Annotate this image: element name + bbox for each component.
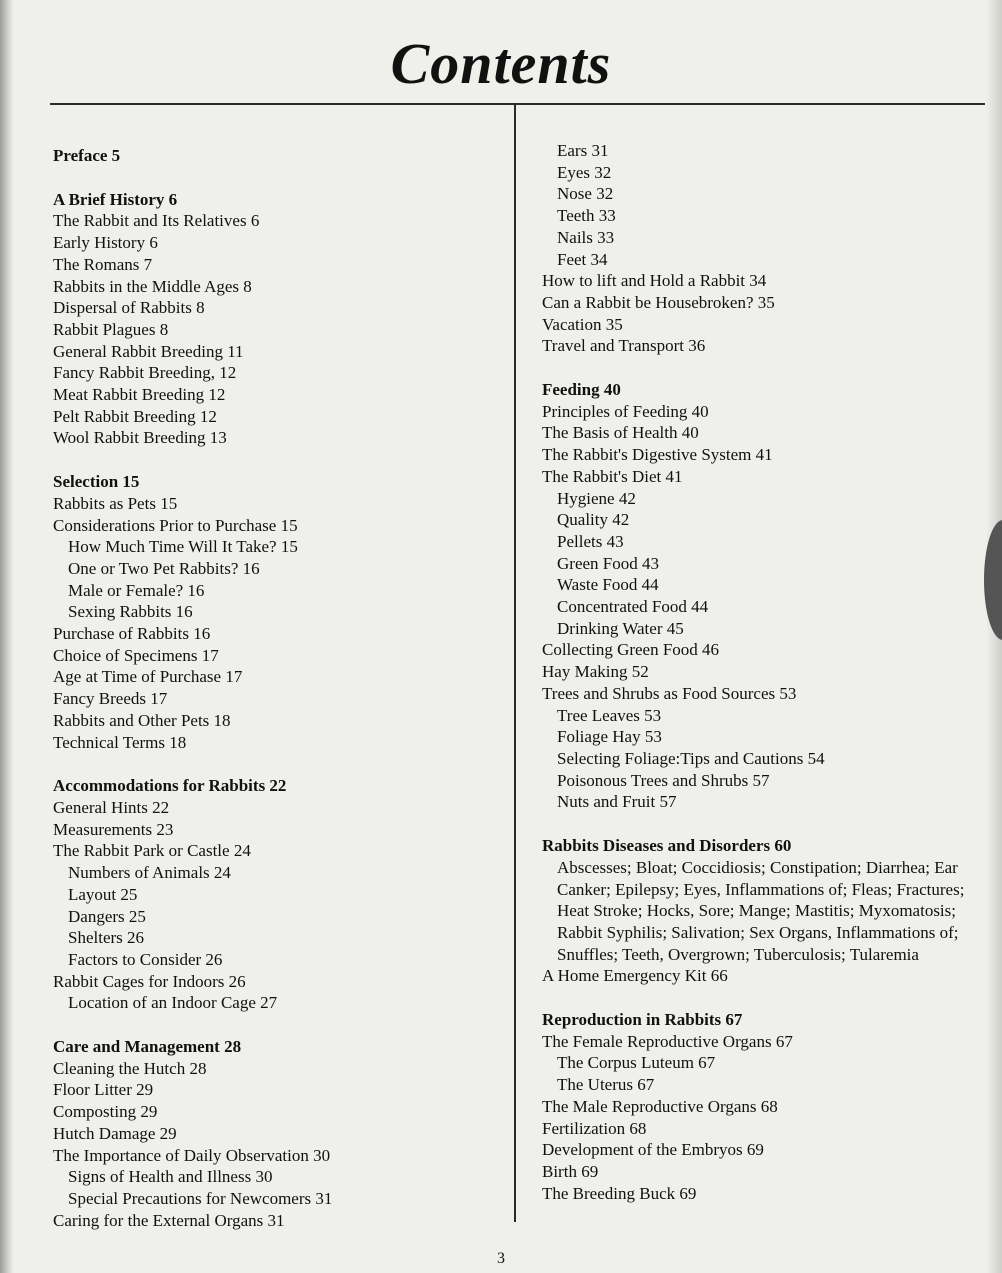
page-number: 3 [497,1250,505,1267]
toc-entry: Cleaning the Hutch 28 [53,1058,207,1078]
toc-chapter-heading: Accommodations for Rabbits 22 [53,776,287,796]
toc-entry: Purchase of Rabbits 16 [53,624,211,644]
toc-subentry: Special Precautions for Newcomers 31 [68,1188,333,1208]
toc-entry: Caring for the External Organs 31 [53,1210,285,1230]
toc-entry: Pelt Rabbit Breeding 12 [53,406,217,426]
toc-subentry: Signs of Health and Illness 30 [68,1167,273,1187]
toc-entry: Dispersal of Rabbits 8 [53,298,205,318]
toc-subentry: Dangers 25 [68,906,146,926]
toc-entry: Floor Litter 29 [53,1080,154,1100]
toc-entry: The Rabbit Park or Castle 24 [53,841,251,861]
toc-subentry: The Corpus Luteum 67 [557,1053,716,1073]
contents-left-column [53,145,508,1231]
toc-subentry: Location of an Indoor Cage 27 [68,993,278,1013]
toc-subentry: Factors to Consider 26 [68,949,223,969]
toc-subentry: Quality 42 [557,510,630,530]
section-gap [53,753,508,775]
toc-entry: Choice of Specimens 17 [53,645,219,665]
toc-entry: Meat Rabbit Breeding 12 [53,385,226,405]
toc-subentry: Poisonous Trees and Shrubs 57 [557,770,770,790]
column-divider [514,104,516,1222]
toc-entry: The Rabbit's Digestive System 41 [542,445,773,465]
toc-subentry: How Much Time Will It Take? 15 [68,537,298,557]
toc-chapter-heading: Preface 5 [53,146,121,165]
toc-entry: Wool Rabbit Breeding 13 [53,428,227,448]
toc-subentry: Sexing Rabbits 16 [68,602,193,622]
toc-entry: The Importance of Daily Observation 30 [53,1145,331,1165]
toc-subentry: Concentrated Food 44 [557,597,709,617]
title-rule [50,103,985,105]
toc-subentry: Male or Female? 16 [68,580,205,600]
toc-subentry: The Uterus 67 [557,1075,655,1095]
toc-entry: The Romans 7 [53,254,153,274]
toc-subentry: Selecting Foliage:Tips and Cautions 54 [557,748,825,768]
toc-chapter-heading: A Brief History 6 [53,189,178,209]
toc-entry: Considerations Prior to Purchase 15 [53,515,298,535]
toc-topic-list: Abscesses; Bloat; Coccidiosis; Constipation; Diarrhea; Ear Canker; Epilepsy; Eyes, Inflammations of; Fleas; Fractures; Heat Stroke; Hocks, Sore; Mange; Mastitis; Myxomatosis; Rabbit Syphilis; Salivation; Sex Organs, Inflammations of; Snuffles; Teeth, Overgrown; Tuberculosis; Tularemia [557,857,965,964]
toc-entry: Rabbits in the Middle Ages 8 [53,276,252,296]
toc-entry: Birth 69 [542,1161,599,1181]
section-gap [53,167,508,189]
toc-chapter-heading: Selection 15 [53,472,140,492]
toc-chapter-heading: Reproduction in Rabbits 67 [542,1010,743,1030]
toc-entry: General Hints 22 [53,797,170,817]
section-gap [53,1014,508,1036]
toc-entry: Early History 6 [53,233,158,253]
toc-entry: Hutch Damage 29 [53,1123,177,1143]
toc-entry: General Rabbit Breeding 11 [53,341,244,361]
toc-entry: Collecting Green Food 46 [542,640,720,660]
toc-subentry: Tree Leaves 53 [557,705,662,725]
toc-entry: Measurements 23 [53,819,174,839]
toc-entry: Travel and Transport 36 [542,336,706,356]
toc-entry: Principles of Feeding 40 [542,401,709,421]
toc-entry: Rabbits as Pets 15 [53,493,178,513]
toc-entry: Trees and Shrubs as Food Sources 53 [542,683,797,703]
toc-subentry: Nose 32 [557,184,614,204]
toc-subentry: Teeth 33 [557,206,616,226]
toc-entry: The Basis of Health 40 [542,423,699,443]
toc-subentry: Drinking Water 45 [557,618,684,638]
page-edge-shadow [0,0,14,1273]
toc-subentry: Waste Food 44 [557,575,659,595]
toc-entry: Rabbit Cages for Indoors 26 [53,971,246,991]
toc-entry: Technical Terms 18 [53,732,187,752]
toc-subentry: Nails 33 [557,227,615,247]
section-gap [53,449,508,471]
toc-subentry: Pellets 43 [557,531,624,551]
toc-entry: The Rabbit's Diet 41 [542,466,683,486]
section-gap [542,813,972,835]
toc-entry: How to lift and Hold a Rabbit 34 [542,271,767,291]
toc-subentry: Shelters 26 [68,928,145,948]
toc-chapter-heading: Feeding 40 [542,380,621,400]
toc-entry: A Home Emergency Kit 66 [542,966,728,986]
toc-entry: Age at Time of Purchase 17 [53,667,243,687]
toc-chapter-heading: Rabbits Diseases and Disorders 60 [542,836,792,856]
toc-subentry: Feet 34 [557,249,608,269]
page-title: Contents [390,31,612,96]
toc-entry: Fertilization 68 [542,1118,647,1138]
toc-entry: Rabbit Plagues 8 [53,319,169,339]
toc-entry: The Breeding Buck 69 [542,1183,697,1203]
toc-entry: The Rabbit and Its Relatives 6 [53,211,260,231]
toc-entry: Rabbits and Other Pets 18 [53,710,231,730]
toc-entry: Development of the Embryos 69 [542,1140,764,1160]
toc-subentry: Layout 25 [68,884,138,904]
toc-subentry: Nuts and Fruit 57 [557,792,677,812]
toc-entry: Fancy Rabbit Breeding, 12 [53,363,237,383]
contents-right-column [542,140,972,1204]
toc-entry: Hay Making 52 [542,662,649,682]
toc-entry: Fancy Breeds 17 [53,689,168,709]
toc-subentry: Numbers of Animals 24 [68,863,231,883]
toc-subentry: One or Two Pet Rabbits? 16 [68,558,260,578]
toc-entry: Vacation 35 [542,314,623,334]
toc-subentry: Foliage Hay 53 [557,727,662,747]
toc-subentry: Ears 31 [557,141,609,160]
section-gap [542,357,972,379]
toc-chapter-heading: Care and Management 28 [53,1037,242,1057]
toc-subentry: Eyes 32 [557,162,612,182]
toc-entry: The Male Reproductive Organs 68 [542,1096,778,1116]
section-gap [542,987,972,1009]
toc-entry: Composting 29 [53,1102,158,1122]
toc-subentry: Hygiene 42 [557,488,636,508]
toc-subentry: Green Food 43 [557,553,659,573]
toc-entry: The Female Reproductive Organs 67 [542,1031,793,1051]
toc-entry: Can a Rabbit be Housebroken? 35 [542,292,775,312]
